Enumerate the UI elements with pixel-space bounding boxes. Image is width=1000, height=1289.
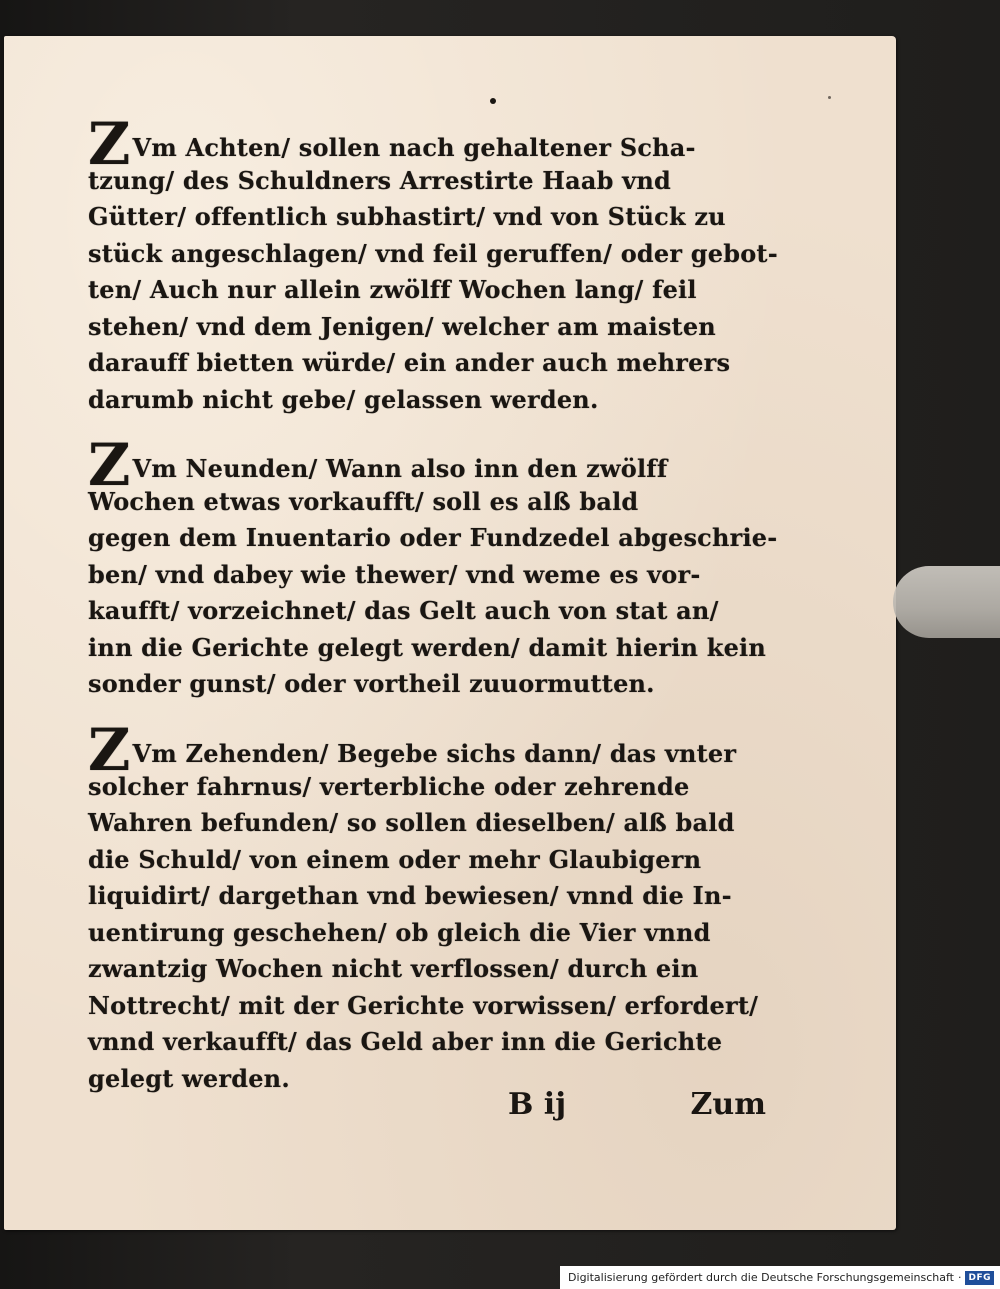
line-text: gegen dem Inuentario oder Fundzedel abgeschrie- [88, 523, 778, 552]
text-line [88, 915, 778, 952]
text-line [88, 520, 778, 557]
ink-speck [828, 96, 831, 99]
line-text: gelegt werden. [88, 1063, 290, 1093]
page-tab-marker [893, 566, 1000, 638]
line-text: solcher fahrnus/ verterbliche oder zehrende [88, 771, 690, 801]
line-text: vnnd verkaufft/ das Geld aber inn die Gerichte [88, 1027, 723, 1056]
digitization-credit: Digitalisierung gefördert durch die Deutsche Forschungsgemeinschaft · DFG [560, 1266, 1000, 1289]
text-line [88, 309, 778, 346]
catchword: Zum [690, 1087, 766, 1122]
text-line [88, 666, 778, 703]
line-text: darumb nicht gebe/ gelassen werden. [88, 384, 599, 414]
line-text: Gütter/ offentlich subhastirt/ vnd von Stück zu [88, 202, 726, 231]
line-text: kaufft/ vorzeichnet/ das Gelt auch von stat an/ [88, 596, 719, 625]
line-text: Nottrecht/ mit der Gerichte vorwissen/ erfordert/ [88, 990, 759, 1020]
line-text: ten/ Auch nur allein zwölff Wochen lang/ feil [88, 275, 697, 304]
signature-mark: B ij [508, 1087, 567, 1122]
text-line [88, 199, 778, 236]
line-text: sonder gunst/ oder vortheil zuuormutten. [88, 669, 655, 698]
line-text: zwantzig Wochen nicht verflossen/ durch ein [88, 954, 699, 983]
drop-cap: Z [88, 716, 131, 784]
text-line [88, 988, 778, 1025]
text-line [88, 593, 778, 630]
drop-cap: Z [88, 110, 131, 178]
paragraph-zum-zehenden [88, 716, 778, 1097]
ink-speck [490, 98, 496, 104]
line-text: tzung/ des Schuldners Arrestirte Haab vnd [88, 165, 671, 195]
line-text: Wahren befunden/ so sollen dieselben/ alß bald [88, 808, 735, 837]
line-text: inn die Gerichte gelegt werden/ damit hierin kein [88, 632, 767, 662]
line-text: Vm Zehenden/ Begebe sichs dann/ das vnter [132, 739, 737, 768]
line-text: stück angeschlagen/ vnd feil geruffen/ oder gebot- [88, 238, 778, 268]
line-text: Wochen etwas vorkaufft/ soll es alß bald [88, 486, 639, 516]
text-line [88, 716, 778, 784]
line-text: ben/ vnd dabey wie thewer/ vnd weme es vor- [88, 559, 701, 589]
text-line [88, 431, 778, 499]
drop-cap: Z [88, 431, 131, 499]
text-line [88, 630, 778, 667]
line-text: uentirung geschehen/ ob gleich die Vier vnnd [88, 917, 711, 947]
paragraph-zum-achten [88, 110, 778, 418]
text-line [88, 557, 778, 594]
text-line [88, 345, 778, 382]
line-text: Vm Neunden/ Wann also inn den zwölff [132, 454, 668, 483]
line-text: darauff bietten würde/ ein ander auch mehrers [88, 348, 731, 377]
text-line [88, 1024, 778, 1061]
text-line [88, 484, 778, 521]
text-line [88, 110, 778, 178]
text-line [88, 805, 778, 842]
credit-text: Digitalisierung gefördert durch die Deutsche Forschungsgemeinschaft [568, 1271, 954, 1284]
line-text: die Schuld/ von einem oder mehr Glaubigern [88, 844, 702, 874]
text-line [88, 769, 778, 806]
text-line [88, 382, 778, 419]
text-line [88, 236, 778, 273]
line-text: stehen/ vnd dem Jenigen/ welcher am maisten [88, 311, 716, 341]
dfg-logo-icon: DFG [965, 1271, 994, 1285]
page-footer [88, 1087, 778, 1127]
text-line [88, 272, 778, 309]
text-line [88, 163, 778, 200]
paragraph-zum-neunden [88, 431, 778, 703]
line-text: liquidirt/ dargethan vnd bewiesen/ vnnd die In- [88, 881, 732, 910]
text-line [88, 951, 778, 988]
text-line [88, 842, 778, 879]
text-line [88, 878, 778, 915]
line-text: Vm Achten/ sollen nach gehaltener Scha- [132, 133, 696, 162]
